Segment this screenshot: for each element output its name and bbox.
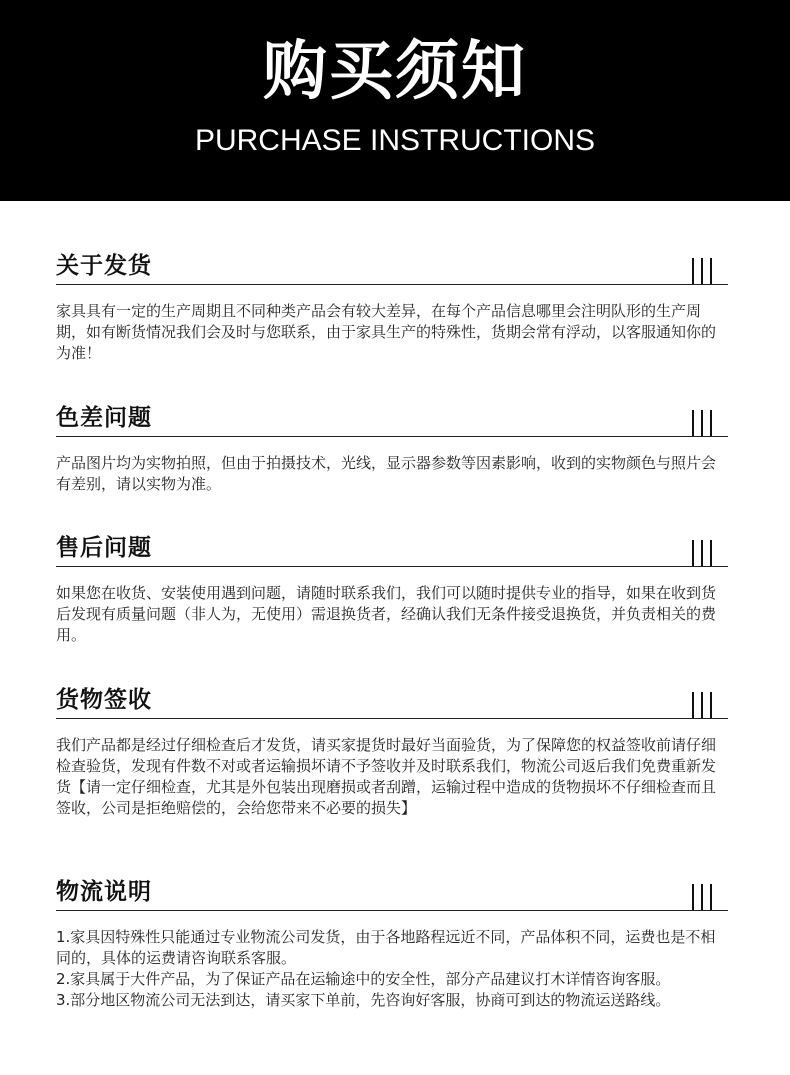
section-title: 货物签收: [56, 687, 152, 713]
section-paragraph: 1.家具因特殊性只能通过专业物流公司发货，由于各地路程远近不同，产品体积不同，运费也是不相同的，具体的运费请咨询联系客服。: [56, 928, 716, 967]
section-delivery-signoff: [56, 684, 728, 819]
section-header: [56, 532, 728, 567]
section-title: 售后问题: [56, 535, 152, 561]
section-logistics: [56, 876, 728, 1011]
section-header: [56, 250, 728, 285]
section-after-sales: [56, 532, 728, 646]
section-header: [56, 684, 728, 719]
section-paragraph: 如果您在收货、安装使用遇到问题，请随时联系我们，我们可以随时提供专业的指导，如果在收到货后发现有质量问题（非人为，无使用）需退换货者，经确认我们无条件接受退换货，并负责相关的费用。: [56, 584, 717, 644]
section-header: [56, 876, 728, 911]
section-body: [56, 927, 728, 1011]
section-body: [56, 453, 728, 495]
section-color-difference: [56, 402, 728, 495]
section-header: [56, 402, 728, 437]
section-title: 色差问题: [56, 405, 152, 431]
triple-bar-decoration: [692, 540, 712, 566]
section-body: [56, 735, 728, 819]
section-title: 物流说明: [56, 879, 152, 905]
header-banner: [0, 0, 790, 201]
section-paragraph: 产品图片均为实物拍照，但由于拍摄技术，光线，显示器参数等因素影响，收到的实物颜色与照片会有差别，请以实物为准。: [56, 454, 717, 493]
page-subtitle: PURCHASE INSTRUCTIONS: [194, 124, 596, 157]
section-body: [56, 301, 728, 364]
section-title: 关于发货: [56, 253, 152, 279]
triple-bar-decoration: [692, 884, 712, 910]
section-shipping: [56, 250, 728, 364]
section-paragraph: 家具具有一定的生产周期且不同种类产品会有较大差异，在每个产品信息哪里会注明队形的生产周期，如有断货情况我们会及时与您联系，由于家具生产的特殊性，货期会常有浮动，以客服通知你的为准！: [56, 302, 717, 362]
triple-bar-decoration: [692, 410, 712, 436]
section-body: [56, 583, 728, 646]
section-paragraph: 3.部分地区物流公司无法到达，请买家下单前，先咨询好客服，协商可到达的物流运送路线。: [56, 991, 671, 1009]
triple-bar-decoration: [692, 258, 712, 284]
section-paragraph: 我们产品都是经过仔细检查后才发货，请买家提货时最好当面验货，为了保障您的权益签收前请仔细检查验货，发现有件数不对或者运输损坏请不予签收并及时联系我们，物流公司返后我们免费重新发货【请一定仔细检查，尤其是外包装出现磨损或者刮蹭，运输过程中造成的货物损坏不仔细检查而且签收，公司是拒绝赔偿的，会给您带来不必要的损失】: [56, 736, 717, 817]
page-title: 购买须知: [263, 35, 527, 109]
triple-bar-decoration: [692, 692, 712, 718]
section-paragraph: 2.家具属于大件产品，为了保证产品在运输途中的安全性，部分产品建议打木详情咨询客服。: [56, 970, 671, 988]
